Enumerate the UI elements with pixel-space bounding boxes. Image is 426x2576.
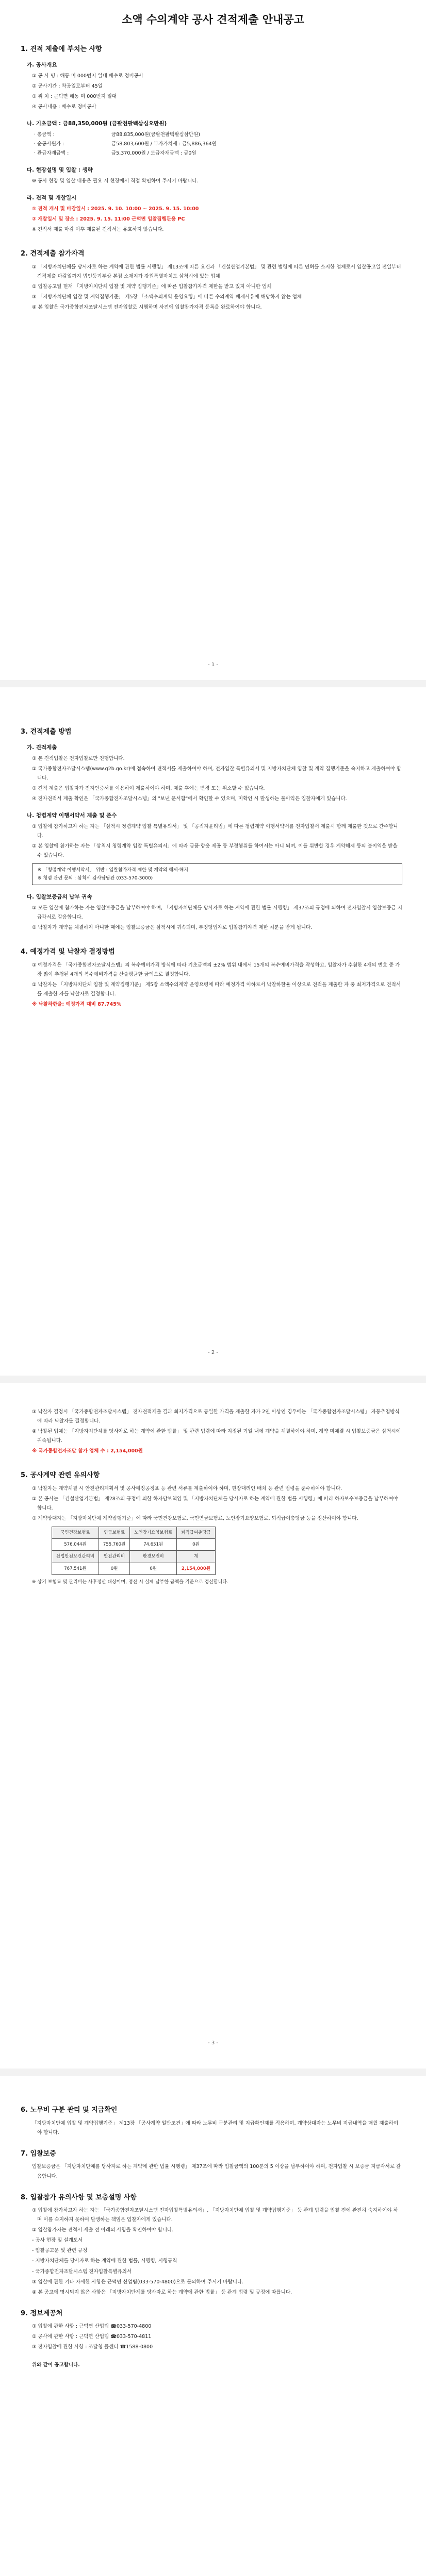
integrity-1: ① 입찰에 참가하고자 하는 자는 「삼척시 청렴계약 입찰 특별유의서」 및 「공직자윤리법」에 따른 청렴계약 이행서약서를 전자입찰서 제출시 함께 제출한 것으로 간주합니다. — [32, 823, 398, 839]
integrity-2: ② 본 입찰에 참가하는 자는 「삼척시 청렴계약 입찰 특별유의서」에 따라 금품·향응 제공 등 부정행위를 하여서는 아니 되며, 이를 위반할 경우 계약해제 등의 불이익을 받을 수 있습니다. — [32, 843, 398, 858]
caution-sub: - 지방자치단체를 당사자로 하는 계약에 관한 법률, 시행령, 시행규칙 — [32, 2258, 177, 2264]
submission-2: ② 국가종합전자조달시스템(www.g2b.go.kr)에 접속하여 견적서를 제출하여야 하며, 전자입찰 특별유의서 및 지방자치단체 입찰 및 계약 집행기준을 숙지하고 제출하여야 합니다. — [32, 766, 402, 781]
page-number: - 2 - — [208, 1350, 218, 1355]
submission-4: ④ 전자견적서 제출 확인은 「국가종합전자조달시스템」의 "보낸 문서함"에서 확인할 수 있으며, 미확인 시 발생하는 불이익은 입찰자에게 있습니다. — [32, 795, 347, 802]
bid-note: ※ 견적서 제출 마감 이후 제출된 견적서는 유효하지 않습니다. — [32, 226, 164, 232]
qualification-3: ③ 「지방자치단체 입찰 및 계약집행기준」 제5장 「소액수의계약 운영요령」에 따른 수의계약 배제사유에 해당하지 않는 업체 — [32, 294, 302, 300]
section-1-sub-a: 가. 공사개요 — [27, 61, 57, 68]
caution-1: ① 입찰에 참가하고자 하는 자는 「국가종합전자조달시스템 전자입찰특별유의서」, 「지방자치단체 입찰 및 계약집행기준」 등 관계 법령을 입찰 전에 완전히 숙지하여야 하며 이를 숙지하지 못하여 발생하는 책임은 입찰자에게 있습니다. — [32, 2208, 398, 2223]
price-row: · 순공사원가 : 금58,803,600원 / 부가가치세 : 금5,886,364원 — [34, 141, 217, 147]
integrity-notice-line: ※ 청렴 관련 문의 : 삼척시 감사담당관 (033-570-3000) — [38, 876, 153, 882]
caution-2: ② 입찰참가자는 견적서 제출 전 아래의 사항을 확인하여야 합니다. — [32, 2227, 174, 2233]
section-7-heading: 7. 입찰보증 — [21, 2149, 56, 2158]
caution-3: ③ 입찰에 관한 기타 자세한 사항은 근덕면 산업팀(033-570-4800)으로 문의하여 주시기 바랍니다. — [32, 2279, 244, 2285]
submission-3: ③ 견적 제출은 입찰자가 전자인증서를 이용하여 제출하여야 하며, 제출 후에는 변경 또는 취소할 수 없습니다. — [32, 785, 265, 791]
deposit-title: 다. 입찰보증금의 납부 귀속 — [27, 894, 92, 901]
deposit-1: ① 모든 입찰에 참가하는 자는 입찰보증금을 납부하여야 하며, 「지방자치단체를 당사자로 하는 계약에 관한 법률 시행령」 제37조의 규정에 의하여 전자입찰시 입찰보증금 지급각서로 갈음합니다. — [32, 905, 402, 921]
site-briefing-text: ※ 공사 현장 및 입찰 내용은 필요 시 현장에서 직접 확인하여 주시기 바랍니다. — [32, 178, 199, 184]
page-separator — [0, 1376, 426, 1383]
bid-period: ① 견적 개시 및 마감일시 : 2025. 9. 10. 10:00 ~ 2025. 9. 15. 10:00 — [32, 206, 199, 212]
section-1-heading: 1. 견적 제출에 부치는 사항 — [21, 45, 102, 53]
section-4-continued — [21, 1406, 402, 1587]
lower-limit-rate: ※ 낙찰하한율: 예정가격 대비 87.745% — [32, 1002, 122, 1008]
qualification-4: ④ 본 입찰은 국가종합전자조달시스템 전자입찰로 시행하며 사전에 입찰참가자격 등록을 완료하여야 합니다. — [32, 304, 262, 310]
caution-4: ④ 본 공고에 명시되지 않은 사항은 「지방자치단체를 당사자로 하는 계약에 관한 법률」 등 관계 법령 및 규정에 따릅니다. — [32, 2289, 292, 2295]
section-5-heading: 5. 공사계약 관련 유의사항 — [21, 1471, 100, 1480]
item-4: ④ 공사내용 : 배수로 정비공사 — [32, 104, 96, 110]
price-row: · 관급자재금액 : 금5,370,000원 / 도급자재금액 : 금0원 — [34, 150, 196, 156]
document-title: 소액 수의계약 공사 견적제출 안내공고 — [122, 13, 304, 26]
table-row: 576,044원 755,760원 74,651원 0원 — [52, 1539, 216, 1551]
price-method-2: ② 낙찰자는 「지방자치단체 입찰 및 계약집행기준」 제5장 소액수의계약 운영요령에 따라 예정가격 이하로서 낙찰하한율 이상으로 견적을 제출한 자 중 최저가격으로 견적서를 제출한 자를 낙찰자로 결정합니다. — [32, 982, 401, 997]
contact-2: ② 공사에 관한 사항 : 근덕면 산업팀 ☎033-570-4811 — [32, 2334, 152, 2340]
integrity-title: 나. 청렴계약 이행서약서 제출 및 준수 — [27, 812, 117, 819]
contract-deadline: ④ 낙찰된 업체는 「지방자치단체를 당사자로 하는 계약에 관한 법률」 및 관련 법령에 따라 지정된 기일 내에 계약을 체결하여야 하며, 계약 미체결 시 입찰보증금은 삼척시에 귀속됩니다. — [32, 1429, 401, 1444]
section-6-heading: 6. 노무비 구분 관리 및 지급확인 — [21, 2106, 118, 2114]
item-1: ① 공 사 명 : 해동 미 000번지 일대 배수로 정비공사 — [32, 73, 144, 79]
contract-note-3: ③ 계약상대자는 「지방자치단체 계약집행기준」에 따라 국민건강보험료, 국민연금보험료, 노인장기요양보험료, 퇴직급여충당금 등을 정산하여야 합니다. — [32, 1516, 358, 1522]
table-row: 국민건강보험료 연금보험료 노인장기요양보험료 퇴직급여충당금 — [52, 1527, 216, 1539]
table-note: ※ 상기 보험료 및 관리비는 사후정산 대상이며, 정산 시 실제 납부한 금액을 기준으로 정산합니다. — [32, 1579, 228, 1585]
contract-note-2: ② 본 공사는 「건설산업기본법」 제28조의 규정에 의한 하자담보책임 및 「지방자치단체를 당사자로 하는 계약에 관한 법률 시행령」에 따라 하자보수보증금을 납부하여야 합니다. — [32, 1496, 398, 1512]
deposit-2: ② 낙찰자가 계약을 체결하지 아니한 때에는 입찰보증금은 삼척시에 귀속되며, 부정당업자로 입찰참가자격 제한 처분을 받게 됩니다. — [32, 925, 313, 931]
contact-3: ③ 전자입찰에 관한 사항 : 조달청 콜센터 ☎1588-0800 — [32, 2344, 153, 2350]
opening-time: ② 개찰일시 및 장소 : 2025. 9. 15. 11:00 근덕면 입찰집행관용 PC — [32, 216, 185, 222]
caution-sub: - 국가종합전자조달시스템 전자입찰특별유의서 — [32, 2268, 132, 2275]
page-4 — [0, 2076, 426, 2576]
submission-title: 가. 견적제출 — [27, 744, 57, 751]
table-row: 767,541원 0원 0원 2,154,000원 — [52, 1563, 216, 1574]
qualification-1: ① 「지방자치단체를 당사자로 하는 계약에 관한 법률 시행령」 제13조에 따른 요건과 「건설산업기본법」 및 관련 법령에 따른 면허를 소지한 업체로서 입찰공고일 전일부터 견적제출 마감일까지 법인등기부상 본점 소재지가 강원특별자치도 삼척시에 있는 업체 — [32, 264, 401, 279]
bid-schedule-title: 라. 견적 및 개찰일시 — [27, 194, 77, 201]
closing-statement: 위와 같이 공고합니다. — [32, 2362, 80, 2368]
caution-sub: - 입찰공고문 및 관련 규정 — [32, 2248, 88, 2254]
section-3-heading: 3. 견적제출 방법 — [21, 728, 72, 736]
base-price-title: 나. 기초금액 : 금88,350,000원 (금팔천팔백삼십오만원) — [27, 120, 167, 127]
submission-1: ① 본 견적입찰은 전자입찰로만 진행합니다. — [32, 755, 125, 761]
section-9-heading: 9. 정보제공처 — [21, 2309, 63, 2317]
section-2-heading: 2. 견적제출 참가자격 — [21, 249, 85, 258]
price-row: · 총금액 : 금88,835,000원(금팔천팔백팔십삼만원) — [34, 131, 200, 138]
labor-cost-text: 「지방자치단체 입찰 및 계약집행기준」 제13장 「공사계약 일반조건」에 따라 노무비 구분관리 및 지급확인제를 적용하며, 계약상대자는 노무비 지급내역을 매월 제출하여야 합니다. — [32, 2120, 399, 2136]
section-1 — [21, 36, 402, 313]
insurance-table — [52, 1527, 216, 1575]
contract-note-1: ① 낙찰자는 계약체결 시 안전관리계획서 및 공사예정공정표 등 관련 서류를 제출하여야 하며, 현장대리인 배치 등 관련 법령을 준수하여야 합니다. — [32, 1485, 342, 1492]
section-6-to-9 — [21, 2097, 402, 2370]
section-4-heading: 4. 예정가격 및 낙찰자 결정방법 — [21, 948, 115, 956]
price-method-1: ① 예정가격은 「국가종합전자조달시스템」의 복수예비가격 방식에 따라 기초금액의 ±2% 범위 내에서 15개의 복수예비가격을 작성하고, 입찰자가 추첨한 4개의 번호 중 가장 많이 추첨된 4개의 복수예비가격을 산술평균한 금액으로 결정합니다. — [32, 962, 400, 978]
item-2: ② 공사기간 : 착공일로부터 45일 — [32, 83, 103, 89]
page-3 — [0, 1386, 426, 2066]
item-3: ③ 위 치 : 근덕면 해동 미 000번지 일대 — [32, 93, 117, 99]
caution-sub: - 공사 현장 및 설계도서 — [32, 2238, 83, 2244]
bid-bond-text: 입찰보증금은 「지방자치단체를 당사자로 하는 계약에 관한 법률 시행령」 제37조에 따라 입찰금액의 100분의 5 이상을 납부하여야 하며, 전자입찰 시 보증금 지급각서로 갈음합니다. — [32, 2164, 401, 2179]
section-3 — [21, 719, 402, 1010]
table-row: 산업안전보건관리비 안전관리비 환경보전비 계 — [52, 1551, 216, 1563]
integrity-notice-box — [32, 863, 402, 885]
qualification-2: ② 입찰공고일 현재 「지방자치단체 입찰 및 계약 집행기준」에 따른 입찰참가자격 제한을 받고 있지 아니한 업체 — [32, 283, 272, 290]
contact-1: ① 입찰에 관한 사항 : 근덕면 산업팀 ☎033-570-4800 — [32, 2324, 152, 2330]
page-separator — [0, 2069, 426, 2076]
section-8-heading: 8. 입찰참가 유의사항 및 보충설명 사항 — [21, 2193, 137, 2201]
page-separator — [0, 680, 426, 687]
integrity-notice-line: ※ 「청렴계약 이행서약서」 위반 : 입찰참가자격 제한 및 계약의 해제·해지 — [38, 867, 188, 873]
participant-fee-line: ※ 국가종합전자조달 참가 업체 수 : 2,154,000원 — [32, 1448, 143, 1454]
page-2 — [0, 688, 426, 1378]
page-number: - 1 - — [208, 662, 218, 668]
tie-rule: ③ 낙찰자 결정시 「국가종합전자조달시스템」 전자견적제출 결과 최저가격으로 동일한 가격을 제출한 자가 2인 이상인 경우에는 「국가종합전자조달시스템」 자동추첨방식에 따라 낙찰자를 결정합니다. — [32, 1409, 400, 1425]
page-1 — [0, 0, 426, 685]
page-number: - 3 - — [208, 2040, 218, 2046]
site-briefing-title: 다. 현장설명 및 입찰 : 생략 — [27, 166, 93, 173]
